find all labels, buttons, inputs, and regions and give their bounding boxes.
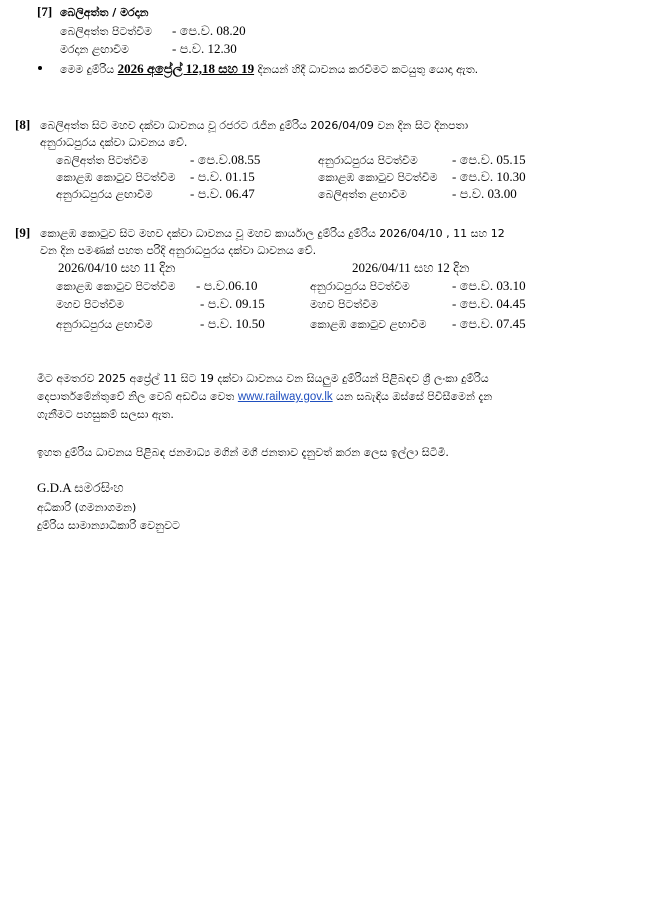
section-7-note [60, 62, 478, 77]
section-9-row-2-left-time: - ප.ව. 09.15 [200, 296, 265, 311]
section-9-number: [9] [15, 225, 31, 240]
bullet-icon [38, 66, 42, 70]
footer-paragraph-1-line-2-post: යන සබැඳිය ඔස්සේ පිවිසීමෙන් දැන [336, 390, 493, 403]
section-9-line-1: කොළඹ කොටුව සිට මහව දක්වා ධාවනය වූ මහව කාර්යාල දුම්රිය දුම්රිය 2026/04/10 , 11 සහ 12 [40, 227, 505, 240]
section-9-row-2-right-time: - පෙ.ව. 04.45 [452, 296, 526, 311]
section-8-row-1-right-time: - පෙ.ව. 05.15 [452, 152, 526, 167]
section-8-row-3-right-time: - ප.ව. 03.00 [452, 186, 517, 201]
railway-website-link[interactable]: www.railway.gov.lk [237, 391, 333, 403]
section-9-row-1-left-time: - ප.ව.06.10 [196, 278, 258, 293]
section-7-row-2-label: මරදාන ළඟාවීම [60, 43, 129, 56]
footer-paragraph-1-line-1: මීට අමතරව 2025 අප්‍රේල් 11 සිට 19 දක්වා ධාවනය වන සියලුම දුම්රියන් පිළිබඳව ශ්‍රී ලංකා දුම්රිය [37, 372, 489, 385]
section-7-row-1-label: බෙලිඅත්ත පිටත්වීම [60, 25, 152, 38]
section-8-line-1: බෙලිඅත්ත සිට මහව දක්වා ධාවනය වූ රජරට රැජින දුම්රිය 2026/04/09 වන දින සිට දිනපතා [40, 119, 469, 132]
section-7-number: [7] [37, 4, 53, 19]
section-9-row-3-right-time: - පෙ.ව. 07.45 [452, 316, 526, 331]
footer-paragraph-2: ඉහත දුම්රිය ධාවනය පිළිබඳ ජනමාධ්‍ය මගින් මගී ජනතාව දැනුවත් කරන ලෙස ඉල්ලා සිටිමි. [37, 446, 449, 459]
section-8-row-2-left-label: කොළඹ කොටුව පිටත්වීම [56, 171, 176, 184]
section-7-note-dates: 2026 අප්‍රේල් 12,18 සහ 19 [117, 61, 255, 76]
section-9-header-left: 2026/04/10 සහ 11 දින [58, 260, 176, 275]
section-7-note-post: දිනයන් හිදී ධාවනය කරවීමට කටයුතු යොදා ඇත. [257, 63, 479, 76]
section-7-title: බෙලිඅත්ත / මරදාන [60, 6, 149, 19]
section-9-row-3-left-label: අනුරාධපුරය ළඟාවීම [56, 318, 153, 331]
section-8-row-1-left-time: - පෙ.ව.08.55 [190, 152, 261, 167]
section-8-row-2-right-time: - පෙ.ව. 10.30 [452, 169, 526, 184]
section-8-row-3-left-time: - ප.ව. 06.47 [190, 186, 255, 201]
signatory-title: අධිකාරි (ගමනාගමන) [37, 501, 137, 514]
section-8-row-3-left-label: අනුරාධපුරය ළඟාවීම [56, 188, 153, 201]
section-8-row-2-left-time: - ප.ව. 01.15 [190, 169, 255, 184]
footer-paragraph-1-line-3: ගැනීමට පහසුකම් සලසා ඇත. [37, 408, 174, 421]
section-9-row-1-right-time: - පෙ.ව. 03.10 [452, 278, 526, 293]
footer-paragraph-1-line-2-pre: දෙපාර්තමේන්තුවේ නිල වෙබ් අඩවිය වෙත [37, 390, 235, 403]
section-7-note-pre: මෙම දුම්රිය [60, 63, 115, 76]
signatory-organization: දුම්රිය සාමාන්‍යාධිකාරි වෙනුවට [37, 519, 180, 532]
section-9-row-1-left-label: කොළඹ කොටුව පිටත්වීම [56, 280, 176, 293]
section-9-row-1-right-label: අනුරාධපුරය පිටත්වීම [310, 280, 410, 293]
section-8-line-2: අනුරාධපුරය දක්වා ධාවනය වේ. [40, 136, 188, 149]
section-8-row-3-right-label: බෙලිඅත්ත ළඟාවීම [318, 188, 407, 201]
footer-paragraph-1-line-2 [37, 390, 492, 404]
section-8-row-1-right-label: අනුරාධපුරය පිටත්වීම [318, 154, 418, 167]
section-7-row-1-time: - පෙ.ව. 08.20 [172, 23, 246, 38]
section-9-row-2-left-label: මහව පිටත්වීම [56, 298, 125, 311]
section-9-line-2: වන දින පමණක් පහත පරිදි අනුරාධපුරය දක්වා ධාවනය වේ. [40, 244, 317, 257]
section-9-header-right: 2026/04/11 සහ 12 දින [352, 260, 470, 275]
section-9-row-3-right-label: කොළඹ කොටුව ළඟාවීම [310, 318, 427, 331]
section-8-row-1-left-label: බෙලිඅත්ත පිටත්වීම [56, 154, 148, 167]
section-9-row-3-left-time: - ප.ව. 10.50 [200, 316, 265, 331]
section-9-row-2-right-label: මහව පිටත්වීම [310, 298, 379, 311]
section-8-number: [8] [15, 117, 31, 132]
section-8-row-2-right-label: කොළඹ කොටුව පිටත්වීම [318, 171, 438, 184]
section-7-row-2-time: - ප.ව. 12.30 [172, 41, 237, 56]
signatory-name: G.D.A සමරසිංහ [37, 480, 124, 495]
